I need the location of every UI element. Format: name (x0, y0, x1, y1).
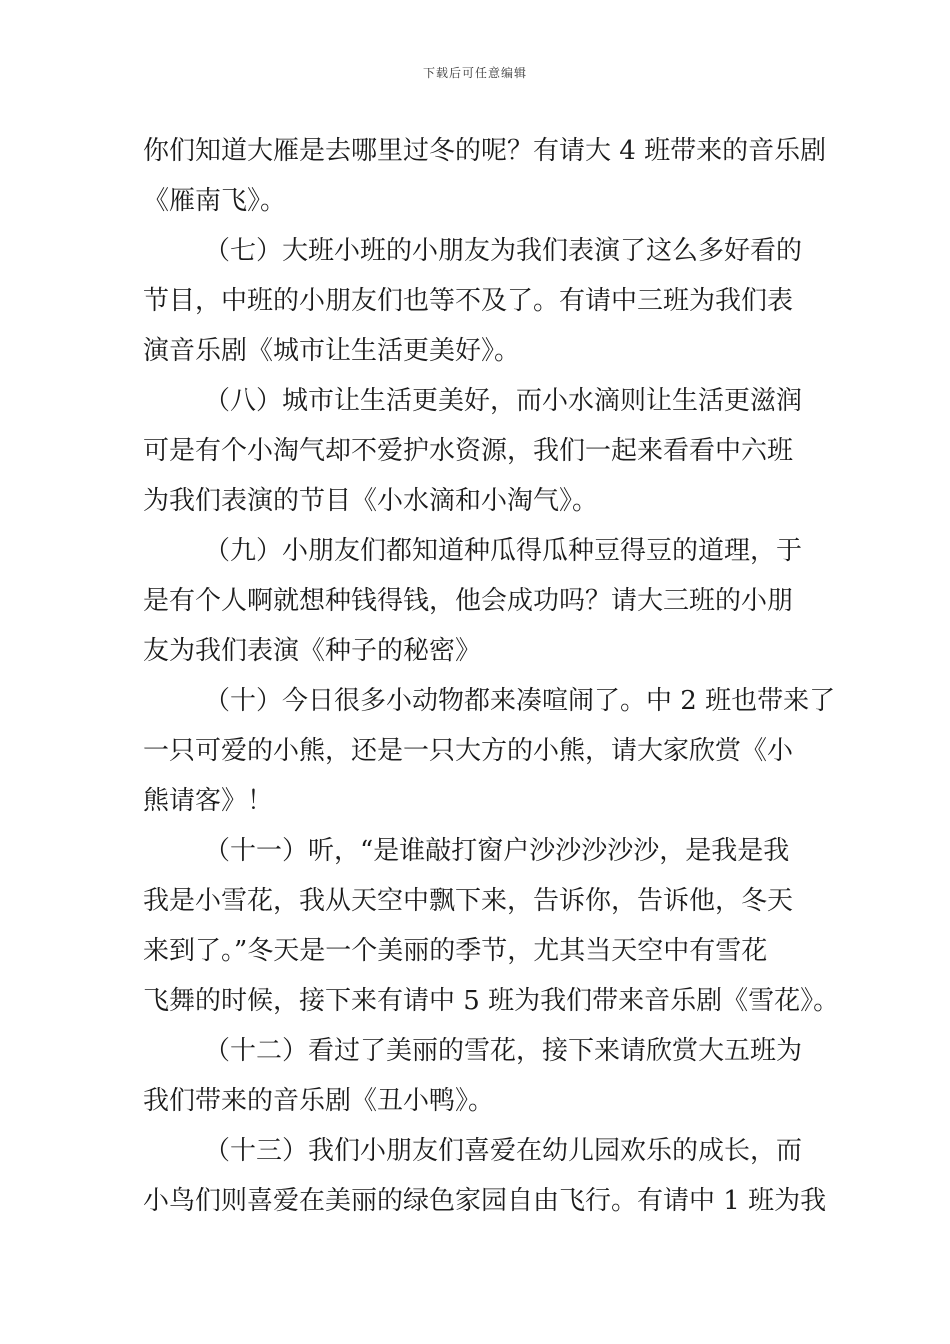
text-line: 飞舞的时候，接下来有请中 5 班为我们带来音乐剧《雪花》。 (143, 986, 840, 1016)
text-line: 为我们表演的节目《小水滴和小淘气》。 (143, 486, 599, 516)
text-line: 我是小雪花，我从天空中飘下来，告诉你，告诉他，冬天 (143, 886, 794, 916)
text-line: 熊请客》！ (143, 786, 274, 816)
paragraph-start-line: （十三）我们小朋友们喜爱在幼儿园欢乐的成长，而 (204, 1136, 803, 1166)
text-line: 可是有个小淘气却不爱护水资源，我们一起来看看中六班 (143, 436, 794, 466)
text-line: 演音乐剧《城市让生活更美好》。 (143, 336, 521, 366)
document-body (143, 126, 840, 1226)
text-line: 来到了。”冬天是一个美丽的季节，尤其当天空中有雪花 (143, 936, 768, 966)
paragraph-start-line: （七）大班小班的小朋友为我们表演了这么多好看的 (204, 236, 803, 266)
text-line: 我们带来的音乐剧《丑小鸭》。 (143, 1086, 495, 1116)
text-line: 小鸟们则喜爱在美丽的绿色家园自由飞行。有请中 1 班为我 (143, 1186, 827, 1216)
paragraph-start-line: （十）今日很多小动物都来凑喧闹了。中 2 班也带来了 (204, 686, 836, 716)
text-line: 节目，中班的小朋友们也等不及了。有请中三班为我们表 (143, 286, 794, 316)
paragraph-start-line: （九）小朋友们都知道种瓜得瓜种豆得豆的道理，于 (204, 536, 803, 566)
text-line: 一只可爱的小熊，还是一只大方的小熊，请大家欣赏《小 (143, 736, 794, 766)
paragraph-start-line: （十二）看过了美丽的雪花，接下来请欣赏大五班为 (204, 1036, 803, 1066)
text-line: 《雁南飞》。 (143, 186, 287, 216)
page-header: 下载后可任意编辑 (422, 66, 527, 80)
text-line: 是有个人啊就想种钱得钱，他会成功吗？请大三班的小朋 (143, 586, 794, 616)
paragraph-start-line: （十一）听，“是谁敲打窗户沙沙沙沙沙，是我是我 (204, 836, 790, 866)
paragraph-start-line: （八）城市让生活更美好，而小水滴则让生活更滋润 (204, 386, 803, 416)
text-line: 友为我们表演《种子的秘密》 (143, 636, 482, 666)
text-line: 你们知道大雁是去哪里过冬的呢？有请大 4 班带来的音乐剧 (143, 136, 827, 166)
